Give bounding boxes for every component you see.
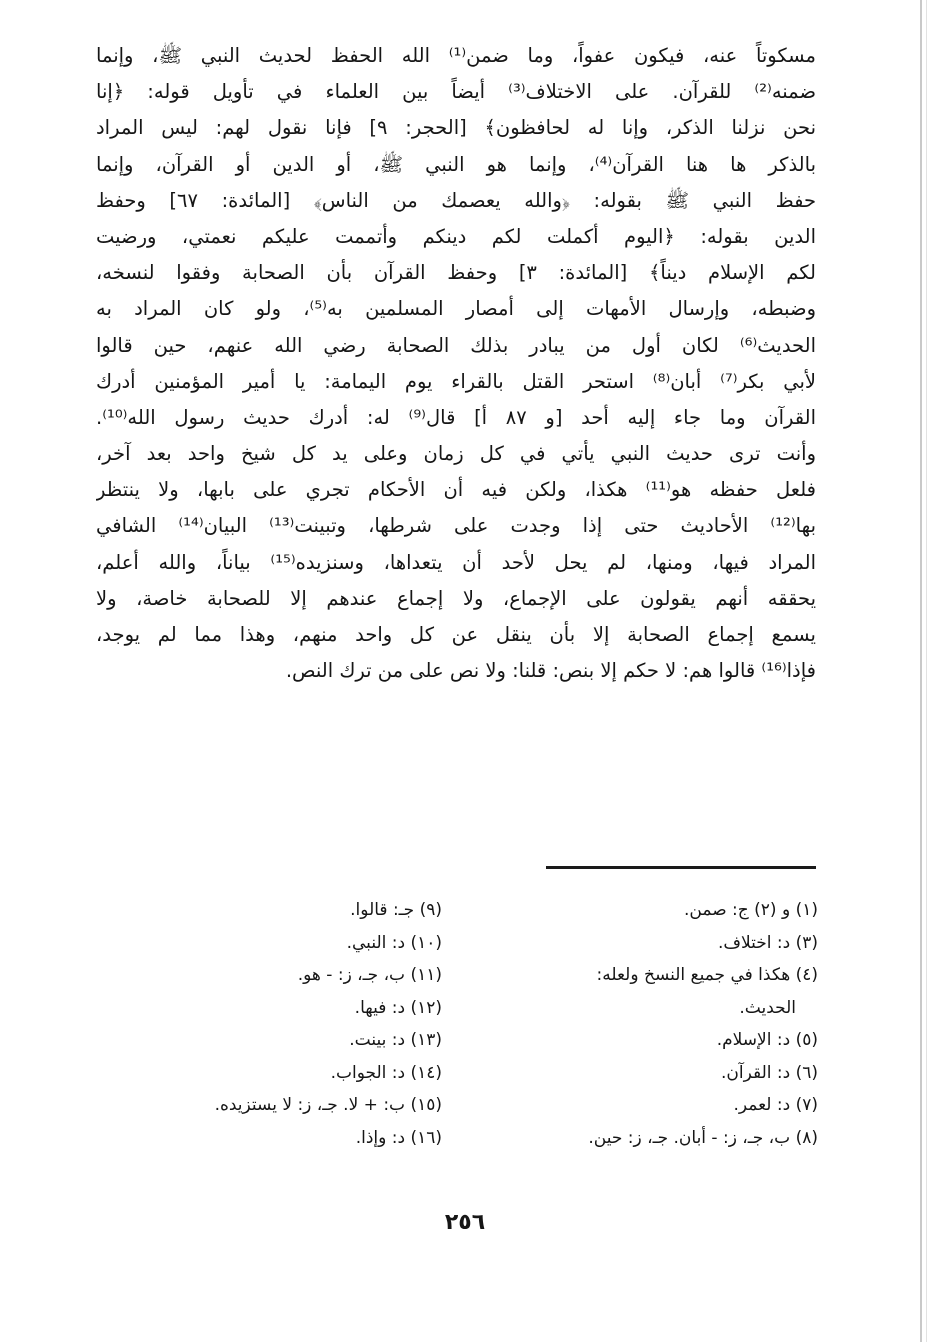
- text-line: فلعل حفظه هو⁽¹¹⁾ هكذا، ولكن فيه أن الأحكام تجري على بابها، ولا ينتظر: [96, 478, 816, 502]
- text-line: نحن نزلنا الذكر، وإنا له لحافظون﴾ [الحجر: ٩] فإنا نقول لهم: ليس المراد: [96, 116, 816, 140]
- footnote-item: (١٥) ب: + لا. جـ، ز: لا يستزيده.: [214, 1095, 442, 1115]
- footnote-item: (١٤) د: الجواب.: [330, 1062, 442, 1083]
- footnote-item: (٥) د: الإسلام.: [716, 1030, 818, 1050]
- text-line: ضمنه⁽²⁾ للقرآن. على الاختلاف⁽³⁾ أيضاً بين العلماء في تأويل قوله: ﴿إنا: [96, 80, 816, 104]
- text-line: وأنت ترى حديث النبي يأتي في كل زمان وعلى يد كل شيخ واحد بعد آخر،: [96, 442, 816, 466]
- text-line: بالذكر ها هنا القرآن⁽⁴⁾، وإنما هو النبي ﷺ، أو الدين أو القرآن، وإنما: [96, 152, 816, 176]
- text-line: حفظ النبي ﷺ بقوله: ﴿والله يعصمك من الناس﴾ [المائدة: ٦٧] وحفظ: [96, 188, 816, 212]
- footnote-item: (٣) د: اختلاف.: [717, 932, 818, 953]
- footnote-item: (٨) ب، جـ، ز: - أبان. جـ، ز: حين.: [588, 1127, 818, 1148]
- scan-edge-line: [920, 0, 922, 1342]
- text-line: لأبي بكر⁽⁷⁾ أبان⁽⁸⁾ استحر القتل بالقراء يوم اليمامة: يا أمير المؤمنين أدرك: [96, 369, 816, 393]
- footnote-item: (٤) هكذا في جميع النسخ ولعله:: [596, 965, 818, 985]
- footnote-item: (١١) ب، جـ، ز: - هو.: [297, 965, 442, 985]
- text-line: المراد فيها، ومنها، لم يحل لأحد أن يتعداها، وسنزيده⁽¹⁵⁾ بياناً، والله أعلم،: [96, 550, 816, 574]
- text-line: وضبطه، وإرسال الأمهات إلى أمصار المسلمين به⁽⁵⁾، ولو كان المراد به: [96, 297, 816, 321]
- page-number: ٢٥٦: [444, 1210, 486, 1235]
- footnote-item: (٧) د: لعمر.: [733, 1095, 818, 1115]
- main-text-block: [96, 38, 816, 689]
- text-line: يسمع إجماع الصحابة إلا بأن ينقل عن كل واحد منهم، وهذا مما لم يوجد،: [96, 623, 816, 646]
- text-line: الحديث⁽⁶⁾ لكان أول من يبادر بذلك الصحابة رضي الله عنهم، حين قالوا: [96, 333, 816, 357]
- text-line: الدين بقوله: ﴿اليوم أكملت لكم دينكم وأتممت عليكم نعمتي، ورضيت: [96, 224, 816, 248]
- text-line: مسكوتاً عنه، فيكون عفواً، وما ضمن⁽¹⁾ الله الحفظ لحديث النبي ﷺ، وإنما: [96, 44, 816, 67]
- text-line: القرآن وما جاء إليه أحد [و ٨٧ أ] قال⁽⁹⁾ له: أدرك حديث رسول الله⁽¹⁰⁾.: [96, 405, 816, 429]
- footnote-item: (٦) د: القرآن.: [720, 1062, 818, 1083]
- footnote-item: (١٢) د: فيها.: [354, 997, 442, 1018]
- text-line: لكم الإسلام ديناً﴾ [المائدة: ٣] وحفظ القرآن بأن الصحابة وفقوا لنسخه،: [96, 261, 816, 285]
- footnote-item: (٩) جـ: قالوا.: [350, 900, 442, 920]
- text-line: بها⁽¹²⁾ الأحاديث حتى إذا وجدت على شرطها، وتبينت⁽¹³⁾ البيان⁽¹⁴⁾ الشافي: [96, 514, 816, 538]
- footnote-item: (١٦) د: وإذا.: [355, 1127, 442, 1148]
- scan-edge-line-secondary: [926, 0, 927, 1342]
- footnote-item: (١٠) د: النبي.: [346, 932, 442, 953]
- footnote-item-continuation: الحديث.: [739, 997, 796, 1018]
- footnote-item: (١) و (٢) ج: صمن.: [684, 900, 818, 920]
- text-line: فإذا⁽¹⁶⁾ قالوا هم: لا حكم إلا بنص: قلنا: ولا نص على من ترك النص.: [285, 659, 816, 683]
- footnotes-left-column: [100, 894, 442, 1154]
- footnote-item: (١٣) د: بينت.: [349, 1030, 442, 1050]
- text-line: يحققه أنهم يقولون على الإجماع، ولا إجماع عندهم إلا للصحابة خاصة، ولا: [96, 586, 816, 610]
- footnote-separator-rule: [546, 866, 816, 869]
- footnotes-right-column: [478, 894, 818, 1154]
